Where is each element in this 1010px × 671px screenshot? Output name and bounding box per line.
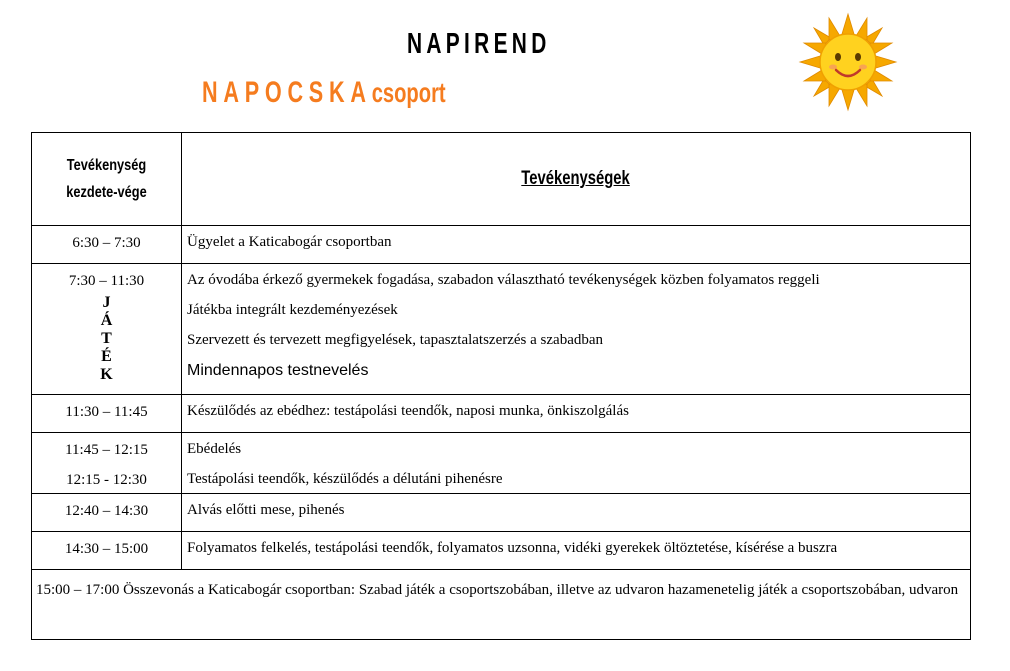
header-activities-label: Tevékenységek <box>521 168 631 189</box>
table-row <box>32 570 971 640</box>
row-time: 12:15 - 12:30 <box>66 472 147 488</box>
row-activity: Mindennapos testnevelés <box>187 362 369 379</box>
table-row <box>32 395 971 433</box>
header-time-line1: Tevékenység <box>66 157 147 174</box>
table-row <box>32 433 971 494</box>
vertical-letter: T <box>101 330 112 347</box>
vertical-letter: Á <box>100 312 113 329</box>
row-activity: Folyamatos felkelés, testápolási teendők, folyamatos uzsonna, vidéki gyerekek öltöztetése, kísérése a buszra <box>187 540 838 556</box>
sun-icon <box>798 12 898 112</box>
table-row <box>32 532 971 570</box>
row-activity: Ügyelet a Katicabogár csoportban <box>187 234 392 250</box>
table-row <box>32 494 971 532</box>
row-time: 12:40 – 14:30 <box>64 503 149 519</box>
table-row <box>32 264 971 395</box>
row-activity: Az óvodába érkező gyermekek fogadása, szabadon választható tevékenységek közben folyamatos reggeli <box>187 272 820 288</box>
table-row <box>32 226 971 264</box>
table-header-row <box>32 133 971 226</box>
vertical-letter: É <box>101 348 112 365</box>
row-activity: Alvás előtti mese, pihenés <box>187 502 345 518</box>
row-activity: Készülődés az ebédhez: testápolási teendők, naposi munka, önkiszolgálás <box>187 403 629 419</box>
group-name-main: NAPOCSKA <box>202 76 372 109</box>
row-time: 7:30 – 11:30 <box>68 273 145 289</box>
row-activity: Szervezett és tervezett megfigyelések, tapasztalatszerzés a szabadban <box>187 332 604 348</box>
row-time: 6:30 – 7:30 <box>72 235 141 251</box>
group-name <box>202 76 446 110</box>
row-activity: Játékba integrált kezdeményezések <box>187 302 398 318</box>
row-time: 14:30 – 15:00 <box>64 541 149 557</box>
header-time-cell <box>32 133 182 226</box>
page-title: NAPIREND <box>407 28 551 60</box>
group-name-suffix: csoport <box>371 77 446 108</box>
vertical-letter: K <box>100 366 113 383</box>
vertical-letter: J <box>102 294 111 311</box>
row-time: 11:30 – 11:45 <box>65 404 148 420</box>
header-activities-cell <box>182 133 971 226</box>
schedule-table <box>31 132 971 640</box>
row-time: 11:45 – 12:15 <box>65 442 148 458</box>
closing-row: 15:00 – 17:00 Összevonás a Katicabogár csoportban: Szabad játék a csoportszobában, illetve az udvaron hazamenetelig játék a csoportszobában, udvaron <box>32 570 971 640</box>
header-time-line2: kezdete-vége <box>66 184 147 201</box>
row-activity: Testápolási teendők, készülődés a délutáni pihenésre <box>187 471 503 487</box>
row-activity: Ebédelés <box>187 441 242 457</box>
